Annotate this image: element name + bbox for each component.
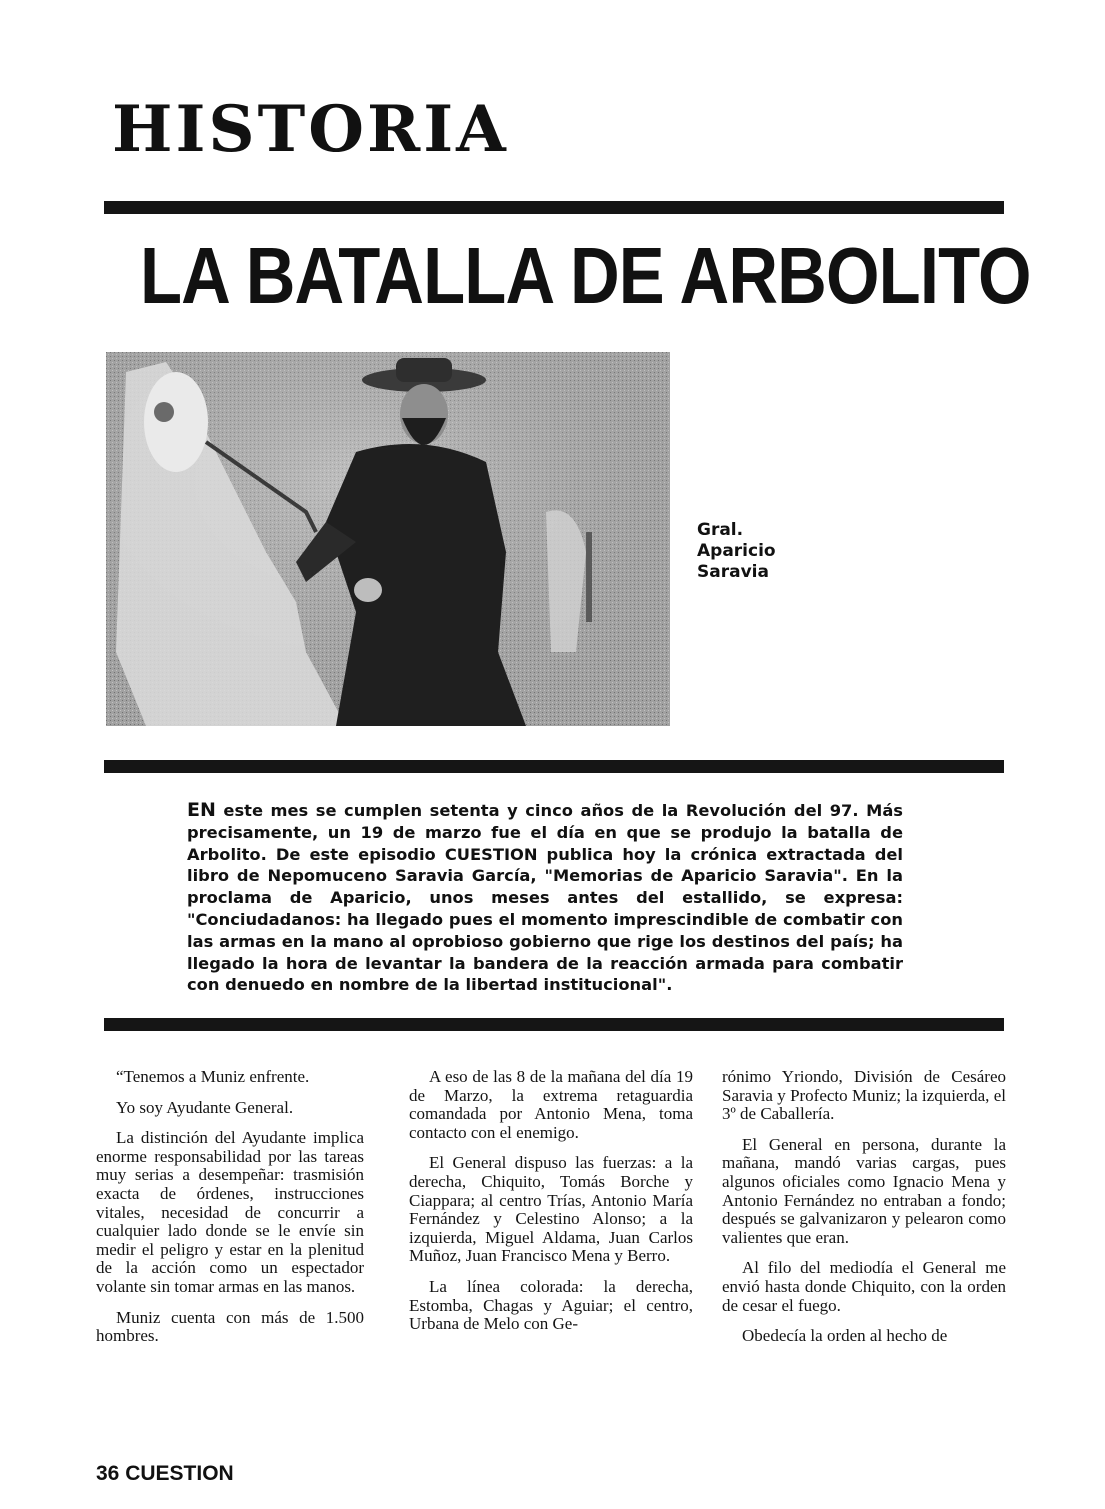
paragraph: rónimo Yriondo, División de Cesáreo Saravia y Profecto Muniz; la izquierda, el 3º de Caballería.	[722, 1067, 1006, 1124]
top-rule	[104, 201, 1004, 214]
caption-line: Gral.	[697, 520, 744, 540]
lower-rule	[104, 1018, 1004, 1031]
paragraph: La línea colorada: la derecha, Estomba, Chagas y Aguiar; el centro, Urbana de Melo con Ge-	[409, 1276, 693, 1334]
paragraph: Muniz cuenta con más de 1.500 hombres.	[96, 1307, 364, 1346]
body-column-2	[409, 1068, 693, 1346]
paragraph: A eso de las 8 de la mañana del día 19 de Marzo, la extrema retaguardia comandada por Antonio Mena, toma contacto con el enemigo.	[409, 1067, 693, 1142]
portrait-image	[106, 352, 670, 726]
photo-caption	[697, 520, 776, 583]
lead-paragraph	[187, 800, 903, 996]
lead-text: este mes se cumplen setenta y cinco años de la Revolución del 97. Más precisamente, un 19 de marzo fue el día en que se produjo la batalla de Arbolito. De este episodio CUESTION publica hoy la crónica extractada del libro de Nepomuceno Saravia García, "Memorias de Aparicio Saravia". En la proclama de Aparicio, unos meses antes del estallido, se expresa: "Conciudadanos: ha llegado pues el momento imprescindible de combatir con las armas en la mano al oprobioso gobierno que rige los destinos del país; ha llegado la hora de levantar la bandera de la reacción armada para combatir con denuedo en nombre de la libertad institucional".	[187, 801, 903, 995]
paragraph: “Tenemos a Muniz enfrente.	[116, 1067, 310, 1086]
paragraph: El General en persona, durante la mañana, mandó varias cargas, pues algunos oficiales como Ignacio Mena y Antonio Fernández no entraban a fondo; después se galvanizaron y pelearon como valientes que eran.	[722, 1134, 1006, 1247]
body-column-3	[722, 1068, 1006, 1358]
paragraph: La distinción del Ayudante implica enorme responsabilidad por las tareas muy serias a desempeñar: trasmisión exacta de órdenes, instrucciones vitales, necesidad de concurrir a cualquier lado donde se le envíe sin medir el peligro y estar en la plenitud de la acción como un espectador volante sin tomar armas en las manos.	[96, 1128, 364, 1296]
caption-line: Aparicio	[697, 541, 776, 561]
portrait-photo	[106, 352, 670, 726]
lead-dropcap: EN	[187, 799, 216, 821]
page-folio: 36 CUESTION	[96, 1462, 234, 1485]
body-column-1	[96, 1068, 364, 1358]
section-label: HISTORIA	[112, 92, 509, 167]
paragraph: Yo soy Ayudante General.	[116, 1097, 294, 1117]
headline: LA BATALLA DE ARBOLITO	[140, 231, 1031, 320]
caption-line: Saravia	[697, 562, 769, 582]
paragraph: El General dispuso las fuerzas: a la derecha, Chiquito, Tomás Borche y Ciappara; al centro Trías, Antonio María Fernández y Celestino Alonso; a la izquierda, Miguel Aldama, Juan Carlos Muñoz, Juan Francisco Mena y Berro.	[409, 1153, 693, 1266]
middle-rule	[104, 760, 1004, 773]
paragraph: Al filo del mediodía el General me envió hasta donde Chiquito, con la orden de cesar el fuego.	[722, 1258, 1006, 1315]
paragraph: Obedecía la orden al hecho de	[742, 1326, 948, 1346]
